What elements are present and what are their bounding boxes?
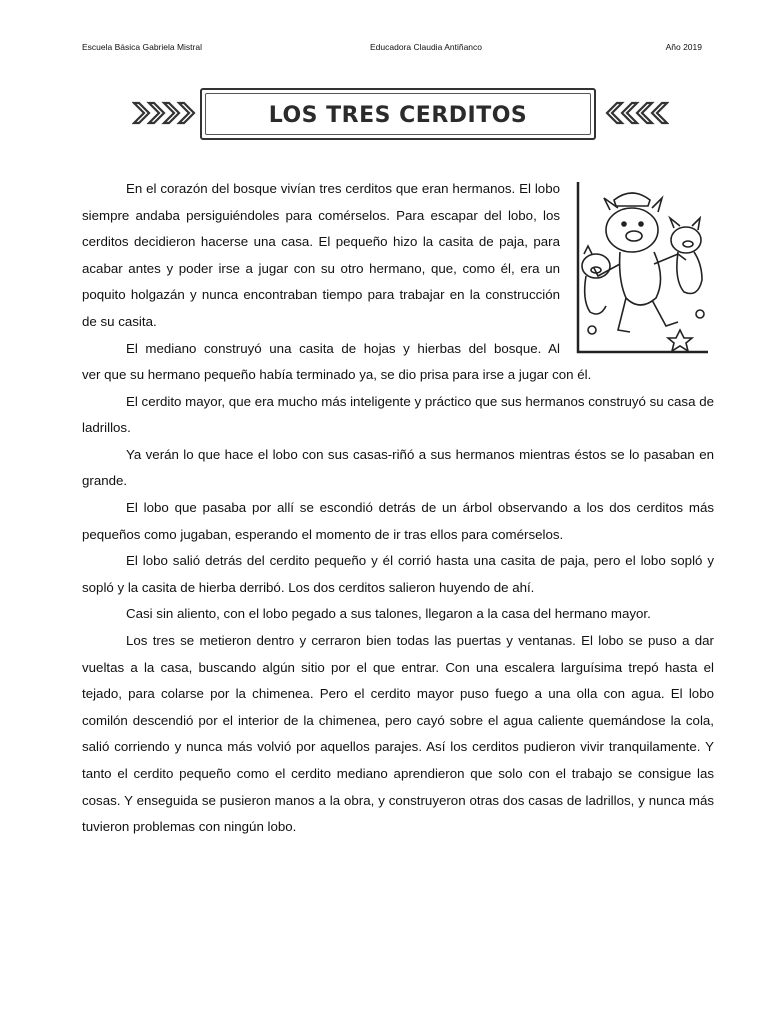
title-frame xyxy=(200,88,596,140)
story-body xyxy=(82,362,714,841)
story-paragraph: ver que su hermano pequeño había terminado ya, se dio prisa para irse a jugar con él. xyxy=(82,367,592,382)
story-paragraph: El lobo que pasaba por allí se escondió detrás de un árbol observando a los dos cerditos más pequeños como jugaban, esperando el momento de ir tras ellos para comérselos. xyxy=(82,499,714,542)
story-intro xyxy=(82,176,560,362)
story-paragraph: Casi sin aliento, con el lobo pegado a sus talones, llegaron a la casa del hermano mayor. xyxy=(126,606,651,622)
page-header xyxy=(82,42,702,56)
story-paragraph: El cerdito mayor, que era mucho más inteligente y práctico que sus hermanos construyó su casa de ladrillos. xyxy=(82,393,714,436)
page-title: LOS TRES CERDITOS xyxy=(268,103,528,128)
three-pigs-illustration-icon xyxy=(574,180,710,354)
chevrons-right-icon xyxy=(132,98,196,128)
teacher-name: Educadora Claudia Antiñanco xyxy=(370,42,482,52)
story-paragraph: En el corazón del bosque vivían tres cerditos que eran hermanos. El lobo siempre andaba persiguiéndoles para comérselos. Para escapar del lobo, los cerditos decidieron hacerse una casa. El pequeño hizo la casita de paja, para acabar antes y poder irse a jugar con su otro hermano, que, como él, era un poquito holgazán y nunca encontraban tiempo para trabajar en la construcción de su casita. xyxy=(82,181,560,329)
title-banner xyxy=(0,86,768,148)
year-label: Año 2019 xyxy=(665,42,702,52)
story-paragraph: Ya verán lo que hace el lobo con sus casas-riñó a sus hermanos mientras éstos se lo pasaban en grande. xyxy=(82,446,714,489)
story-paragraph: Los tres se metieron dentro y cerraron bien todas las puertas y ventanas. El lobo se puso a dar vueltas a la casa, buscando algún sitio por el que entrar. Con una escalera larguísima trepó hasta el tejado, para colarse por la chimenea. Pero el cerdito mayor puso fuego a una olla con agua. El lobo comilón descendió por el interior de la chimenea, pero cayó sobre el agua caliente quemándose la cola, salió corriendo y nunca más volvió por aquellos parajes. Así los cerditos pudieron vivir tranquilamente. Y tanto el cerdito pequeño como el cerdito mediano aprendieron que solo con el trabajo se consigue las cosas. Y enseguida se pusieron manos a la obra, y construyeron otras dos casas de ladrillos, y nunca más tuvieron problemas con ningún lobo. xyxy=(82,632,714,835)
school-name: Escuela Básica Gabriela Mistral xyxy=(82,42,202,52)
chevrons-left-icon xyxy=(605,98,669,128)
story-paragraph: El mediano construyó una casita de hojas y hierbas del bosque. Al xyxy=(126,340,560,356)
story-paragraph: El lobo salió detrás del cerdito pequeño y él corrió hasta una casita de paja, pero el lobo sopló y sopló y la casita de hierba derribó. Los dos cerditos salieron huyendo de ahí. xyxy=(82,553,714,595)
